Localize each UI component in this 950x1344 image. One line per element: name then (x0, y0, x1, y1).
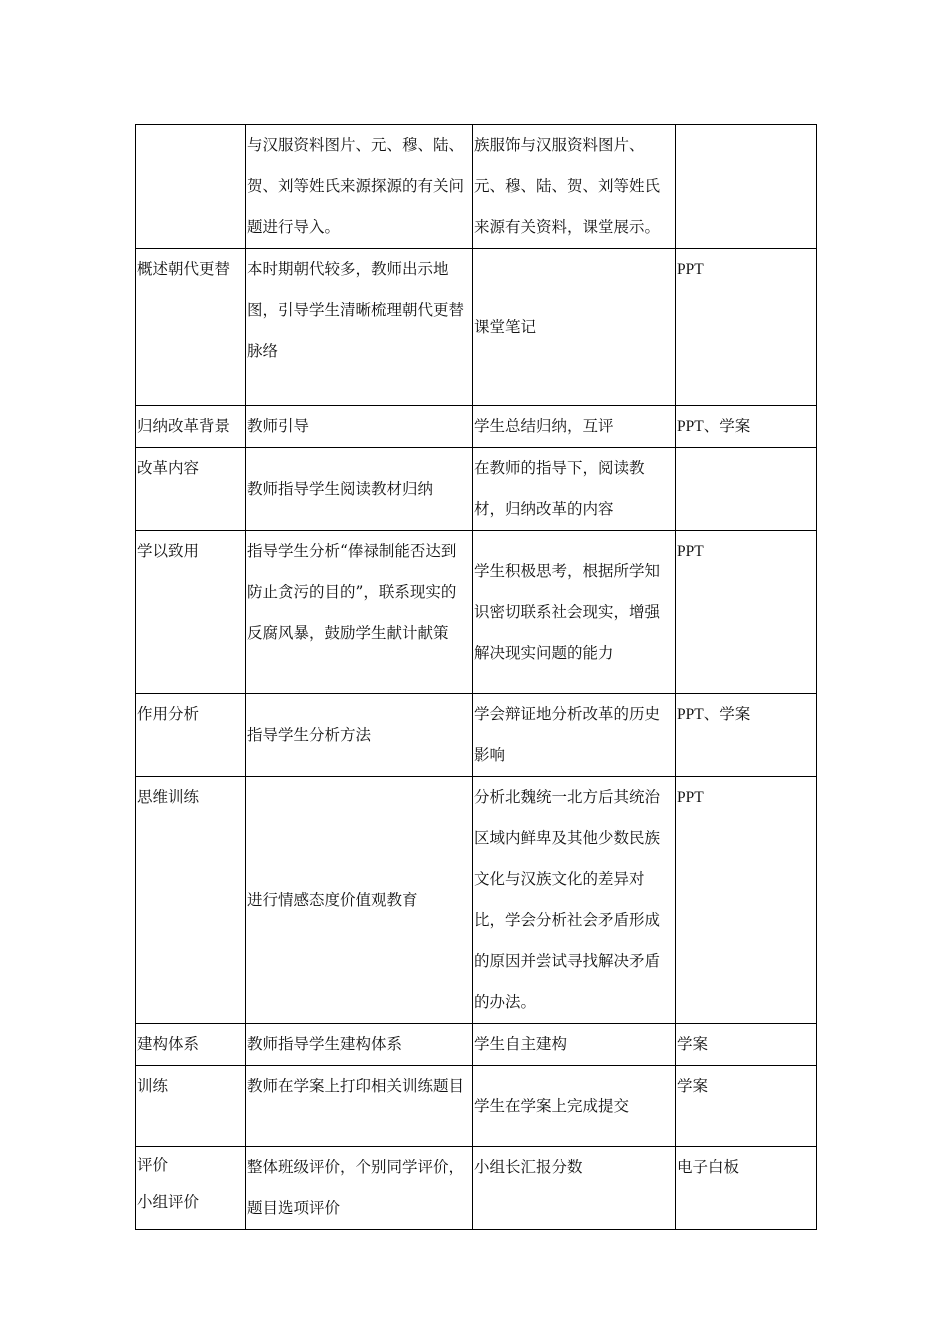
cell-step: 概述朝代更替 (136, 249, 246, 406)
cell-media: 学案 (676, 1066, 817, 1147)
cell-student-activity: 在教师的指导下，阅读教材，归纳改革的内容 (473, 448, 676, 531)
cell-media: PPT (676, 249, 817, 406)
table-row (136, 448, 817, 531)
table-row (136, 694, 817, 777)
cell-media: 学案 (676, 1024, 817, 1066)
cell-media (676, 448, 817, 531)
table-row (136, 777, 817, 1024)
cell-step: 思维训练 (136, 777, 246, 1024)
table-row (136, 125, 817, 249)
cell-teacher-activity: 指导学生分析“俸禄制能否达到防止贪污的目的”，联系现实的反腐风暴，鼓励学生献计献策 (246, 531, 473, 694)
cell-step: 建构体系 (136, 1024, 246, 1066)
cell-step: 作用分析 (136, 694, 246, 777)
cell-teacher-activity: 本时期朝代较多，教师出示地图，引导学生清晰梳理朝代更替脉络 (246, 249, 473, 406)
cell-student-activity: 学生在学案上完成提交 (473, 1066, 676, 1147)
cell-student-activity: 学生自主建构 (473, 1024, 676, 1066)
cell-teacher-activity: 教师在学案上打印相关训练题目 (246, 1066, 473, 1147)
lesson-plan-table (135, 124, 817, 1230)
cell-teacher-activity: 与汉服资料图片、元、穆、陆、贺、刘等姓氏来源探源的有关问题进行导入。 (246, 125, 473, 249)
cell-teacher-activity: 教师指导学生建构体系 (246, 1024, 473, 1066)
cell-teacher-activity: 教师指导学生阅读教材归纳 (246, 448, 473, 531)
table-row (136, 531, 817, 694)
cell-student-activity: 学生积极思考，根据所学知识密切联系社会现实，增强解决现实问题的能力 (473, 531, 676, 694)
cell-media: 电子白板 (676, 1147, 817, 1230)
cell-teacher-activity: 整体班级评价，个别同学评价，题目选项评价 (246, 1147, 473, 1230)
cell-step: 评价 小组评价 (136, 1147, 246, 1230)
table-row (136, 1066, 817, 1147)
cell-step (136, 125, 246, 249)
table-row (136, 406, 817, 448)
cell-student-activity: 学会辩证地分析改革的历史影响 (473, 694, 676, 777)
cell-media: PPT、学案 (676, 694, 817, 777)
cell-step: 改革内容 (136, 448, 246, 531)
cell-student-activity: 小组长汇报分数 (473, 1147, 676, 1230)
cell-teacher-activity: 指导学生分析方法 (246, 694, 473, 777)
cell-student-activity: 学生总结归纳，互评 (473, 406, 676, 448)
cell-step: 训练 (136, 1066, 246, 1147)
cell-student-activity: 课堂笔记 (473, 249, 676, 406)
cell-media: PPT、学案 (676, 406, 817, 448)
cell-step: 归纳改革背景 (136, 406, 246, 448)
cell-teacher-activity: 教师引导 (246, 406, 473, 448)
table-row (136, 249, 817, 406)
cell-media: PPT (676, 531, 817, 694)
cell-step: 学以致用 (136, 531, 246, 694)
cell-student-activity: 分析北魏统一北方后其统治区域内鲜卑及其他少数民族文化与汉族文化的差异对比，学会分析社会矛盾形成的原因并尝试寻找解决矛盾的办法。 (473, 777, 676, 1024)
cell-media: PPT (676, 777, 817, 1024)
cell-student-activity: 族服饰与汉服资料图片、元、穆、陆、贺、刘等姓氏来源有关资料，课堂展示。 (473, 125, 676, 249)
cell-teacher-activity: 进行情感态度价值观教育 (246, 777, 473, 1024)
cell-media (676, 125, 817, 249)
table-row (136, 1147, 817, 1230)
table-row (136, 1024, 817, 1066)
